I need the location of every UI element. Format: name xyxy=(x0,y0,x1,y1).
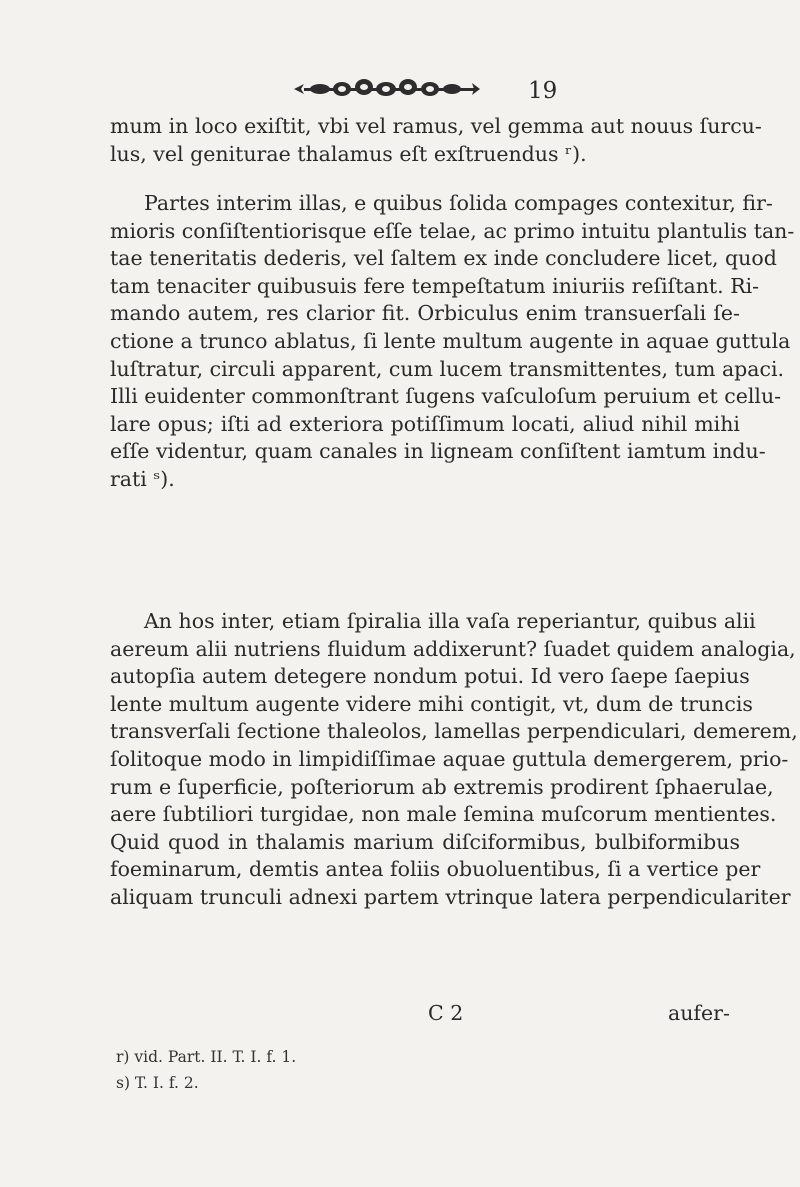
text-line: tae teneritatis dederis, vel ſaltem ex inde concludere licet, quod xyxy=(110,246,777,271)
text-line: aereum alii nutriens fluidum addixerunt? ſuadet quidem analogia, xyxy=(110,636,796,661)
catchword: aufer- xyxy=(668,1001,730,1025)
text-line: rati ˢ). xyxy=(110,466,175,491)
text-line: lare opus; iſti ad exteriora potiſſimum locati, aliud nihil mihi xyxy=(110,411,740,436)
text-line: mando autem, res clarior fit. Orbiculus enim transuerſali ſe- xyxy=(110,301,740,326)
paragraph-3 xyxy=(110,608,798,912)
text-line: Illi euidenter commonſtrant ſugens vaſculoſum peruium et cellu- xyxy=(110,384,782,409)
text-line: aere ſubtiliori turgidae, non male ſemina muſcorum mentientes. xyxy=(110,802,777,827)
text-line: transverſali ſectione thaleolos, lamellas perpendiculari, demerem, xyxy=(110,719,798,744)
paragraph-1 xyxy=(110,113,762,168)
text-line: eſſe videntur, quam canales in ligneam conſiſtent iamtum indu- xyxy=(110,439,766,464)
text-line: ctione a trunco ablatus, ſi lente multum augente in aquae guttula xyxy=(110,328,791,353)
text-line: mum in loco exiſtit, vbi vel ramus, vel gemma aut nouus ſurcu- xyxy=(110,114,762,138)
text-line: mioris conſiſtentiorisque eſſe telae, ac primo intuitu plantulis tan- xyxy=(110,218,795,243)
text-line: lente multum augente videre mihi contigit, vt, dum de truncis xyxy=(110,691,753,716)
text-line: An hos inter, etiam ſpiralia illa vaſa reperiantur, quibus alii xyxy=(144,609,756,633)
text-line: Quid quod in thalamis marium diſciformibus, bulbiformibus xyxy=(110,829,740,854)
text-line: autopſia autem detegere nondum potui. Id vero ſaepe ſaepius xyxy=(110,664,750,689)
footnotes xyxy=(116,1044,296,1096)
footnote-r: r) vid. Part. II. T. I. f. 1. xyxy=(116,1048,297,1066)
text-line: ſolitoque modo in limpidiſſimae aquae guttula demergerem, prio- xyxy=(110,746,789,771)
text-line: lus, vel geniturae thalamus eſt exſtruendus ʳ). xyxy=(110,141,587,166)
printer-ornament xyxy=(290,74,490,104)
footnote-s: s) T. I. f. 2. xyxy=(116,1074,199,1092)
signature-mark: C 2 xyxy=(428,1001,464,1025)
text-line: Partes interim illas, e quibus ſolida compages contexitur, fir- xyxy=(144,191,773,215)
text-line: foeminarum, demtis antea foliis obuoluentibus, ſi a vertice per xyxy=(110,857,761,882)
text-line: rum e ſuperficie, poſteriorum ab extremis prodirent ſphaerulae, xyxy=(110,774,774,799)
text-line: tam tenaciter quibusuis fere tempeſtatum iniuriis reſiſtant. Ri- xyxy=(110,273,760,298)
text-line: luſtratur, circuli apparent, cum lucem transmittentes, tum apaci. xyxy=(110,356,785,381)
page-number: 19 xyxy=(528,78,558,104)
paragraph-2 xyxy=(110,190,795,494)
text-line: aliquam trunculi adnexi partem vtrinque latera perpendiculariter xyxy=(110,884,791,909)
